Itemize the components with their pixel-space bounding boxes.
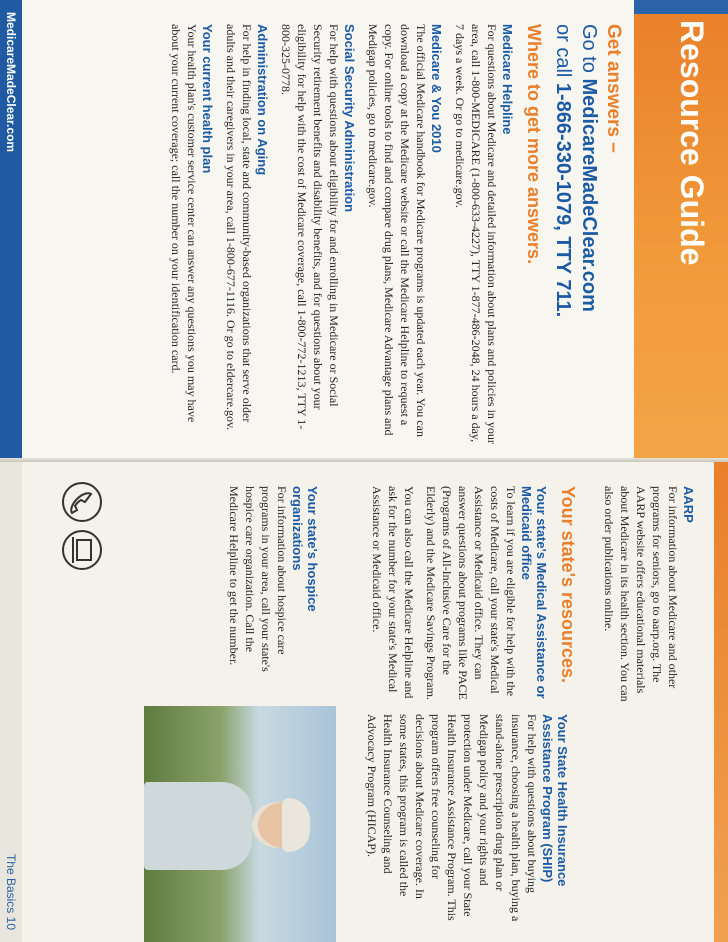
call-prefix: or call <box>552 24 574 83</box>
computer-icon <box>62 530 102 570</box>
header-banner <box>634 0 728 462</box>
aarp-text: For information about Medicare and other programs for seniors, go to aarp.org. The AARP website offers educational materials about Medicare in its health section. You can also order publications online. <box>602 486 680 702</box>
get-answers-line-1 <box>576 24 602 444</box>
hospice-text: For information about hospice care programs in your area, call your state's hospice care organization. Call the Medicare Helpline to get the number. <box>227 486 289 672</box>
medicare-helpline-text: For questions about Medicare and detailed information about plans and policies in your area, call 1-800-MEDICARE (1-800-633-4227), TTY 1-877-486-2048, 24 hours a day, 7 days a week. Or go to medicare.gov. <box>453 24 499 444</box>
state-column-left <box>369 486 578 706</box>
orange-edge <box>714 462 728 942</box>
hospice-block <box>226 486 328 696</box>
ship-text: For help with questions about buying insurance, choosing a health plan, buying a stand-alone prescription drug plan or Medigap policy and your rights and protection under Medicare, call your State Health Insurance Assistance Program. This program offers free counseling for decisions about Medicare coverage. In some states, this program is called the Health Insurance Counseling and Advocacy Program (HICAP). <box>365 714 539 922</box>
aarp-heading: AARP <box>681 486 696 523</box>
figure-torso <box>144 782 252 870</box>
figure-hair <box>282 798 310 852</box>
health-plan-text: Your health plan's customer service center can answer any questions you may have about your current coverage; call the number on your identification card. <box>169 24 199 423</box>
where-heading: Where to get more answers. <box>524 24 544 265</box>
ssa-heading: Social Security Administration <box>342 24 357 213</box>
state-heading: Your state's resources. <box>558 486 578 684</box>
phone-number: 1-866-330-1079 <box>552 82 574 226</box>
medicaid-heading: Your state's Medical Assistance or Medicaid office <box>519 486 549 699</box>
footer-section-page: The Basics 10 <box>0 462 22 942</box>
aoa-text: For help in finding local, state and community-based organizations that serve older adults and their caregivers in your area, call 1-800-677-1116. Or go to eldercare.gov. <box>224 24 254 431</box>
banner-accent <box>634 0 728 14</box>
right-page <box>0 462 728 942</box>
state-column-right <box>364 714 578 924</box>
ssa-text: For help with questions about eligibility for and enrolling in Medicare or Social Security retirement benefits and disability benefits, and for questions about your eligibility for help with the cost of Medicare coverage, call 1-800-772-1213, TTY 1-800-325-0778. <box>279 24 341 430</box>
get-answers-block <box>550 24 624 444</box>
website-link[interactable]: MedicareMadeClear.com <box>578 78 600 312</box>
senior-woman-figure <box>144 776 310 872</box>
go-to-prefix: Go to <box>578 24 600 79</box>
medicare-and-you-text: The official Medicare handbook for Medicare programs is updated each year. You can download a copy at the Medicare website or call the Medicare Helpline to request a copy. For online tools to find and compare drug plans, Medicare Advantage plans and Medigap policies, go to medicare.gov. <box>366 24 428 437</box>
medicaid-text-2: You can also call the Medicare Helpline and ask for the number for your state's Medical Assistance or Medicaid office. <box>370 486 416 699</box>
left-page <box>0 0 728 462</box>
tty-number: , TTY 711. <box>552 225 574 318</box>
ship-heading: Your State Health Insurance Assistance Program (SHIP) <box>540 714 570 887</box>
aarp-block <box>601 486 704 706</box>
left-page-content <box>0 0 728 462</box>
right-page-content <box>0 462 728 942</box>
medicaid-text: To learn if you are eligible for help with the costs of Medicare, call your state's Medical Assistance or Medicaid office. They can answer questions about programs like PACE (Programs of All-Inclusive Care for the Elderly) and the Medicare Savings Program. <box>424 486 518 700</box>
aoa-heading: Administration on Aging <box>255 24 270 176</box>
footer-website: MedicareMadeClear.com <box>0 0 22 462</box>
hospice-heading: Your state's hospice organizations <box>290 486 320 612</box>
phone-icon <box>62 482 102 522</box>
page-title: Resource Guide <box>674 20 710 266</box>
where-column <box>168 24 544 444</box>
medicare-helpline-heading: Medicare Helpline <box>500 24 515 135</box>
senior-photo <box>144 706 336 942</box>
get-answers-line-2 <box>550 24 576 444</box>
resource-icons <box>58 482 102 572</box>
health-plan-heading: Your current health plan <box>200 24 215 174</box>
medicare-and-you-heading: Medicare & You 2010 <box>429 24 444 153</box>
get-answers-heading: Get answers – <box>603 24 624 153</box>
